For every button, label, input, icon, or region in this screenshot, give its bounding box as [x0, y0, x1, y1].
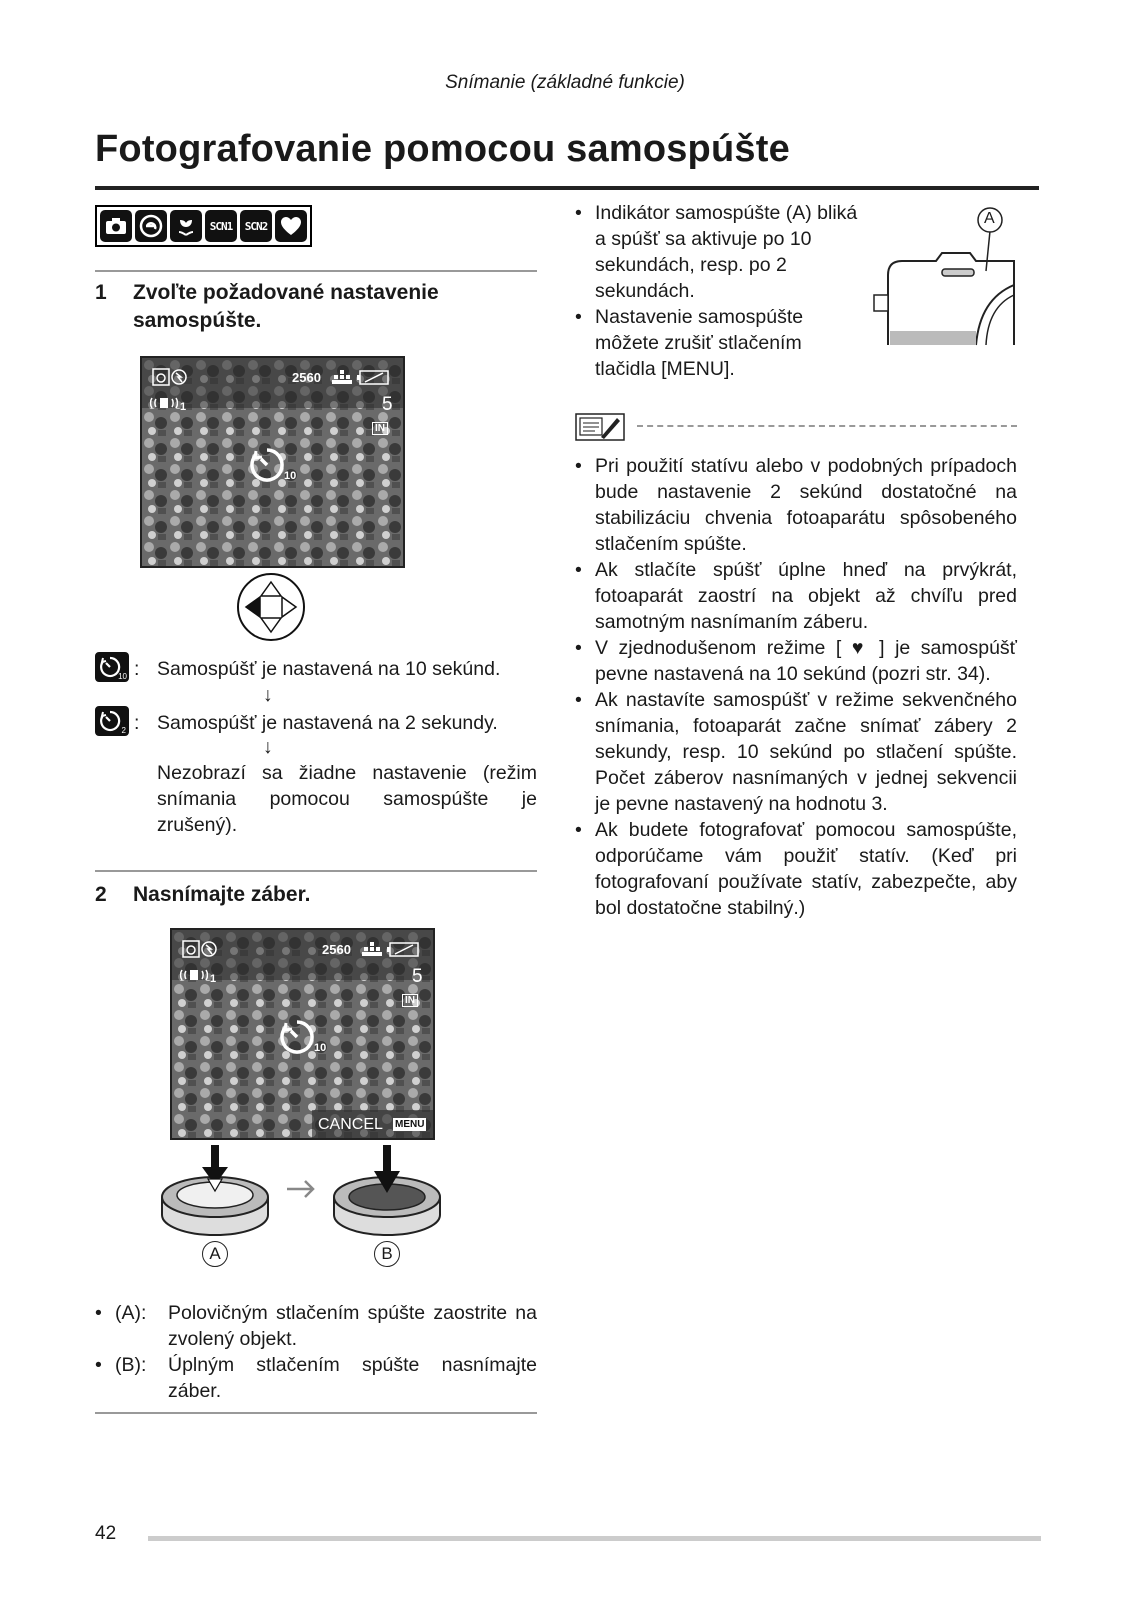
section-divider	[95, 270, 537, 272]
running-header: Snímanie (základné funkcie)	[445, 72, 685, 93]
option-2s-text: Samospúšť je nastavená na 2 sekundy.	[157, 712, 498, 734]
shutter-half-press-illustration	[158, 1145, 273, 1245]
notes-dashed-line	[637, 425, 1017, 427]
cancel-label: CANCEL	[318, 1116, 383, 1133]
option-colon: :	[134, 658, 140, 680]
quality-icon	[362, 942, 382, 961]
page-title: Fotografovanie pomocou samospúšte	[95, 128, 790, 170]
list-item: • V zjednodušenom režime [ ♥ ] je samospúšť pevne nastavená na 10 sekúnd (pozri str. 34).	[573, 635, 1017, 687]
list-item: • Ak nastavíte samospúšť v režime sekvenčného snímania, fotoaparát začne snímať zábery 2 sekundy, resp. 10 sekúnd po stlačení spúšte. Počet záberov nasnímaných v jednej sekvencii je pevne nastavený na hodnotu 3.	[573, 687, 1017, 817]
self-timer-screen-icon	[249, 447, 285, 488]
scene1-mode-icon: SCN1	[205, 210, 237, 242]
section-divider	[95, 870, 537, 872]
label-a-text: A	[209, 1244, 221, 1263]
list-item: • Ak stlačíte spúšť úplne hneď na prvýkrát, fotoaparát zaostrí na objekt až chvíľu pred samotným nasnímaním záberu.	[573, 557, 1017, 635]
quality-icon	[332, 370, 352, 389]
resolution-readout: 2560	[322, 942, 351, 957]
internal-memory-icon: IN	[402, 994, 418, 1007]
list-item: • Indikátor samospúšte (A) bliká a spúšť sa aktivuje po 10 sekundách, resp. po 2 sekundách.	[573, 200, 858, 304]
step-text-line1: Zvoľte požadované nastavenie	[133, 281, 439, 304]
stabilizer-icon	[150, 396, 178, 415]
step2-bullet-b	[95, 1352, 537, 1404]
shutter-full-press-illustration	[330, 1145, 445, 1245]
step-number: 1	[95, 281, 107, 304]
scene2-mode-icon: SCN2	[240, 210, 272, 242]
camera-mode-indicator-icon	[152, 368, 188, 386]
list-item: • Nastavenie samospúšte môžete zrušiť stlačením tlačidla [MENU].	[573, 304, 858, 382]
menu-button-icon: MENU	[395, 1119, 425, 1130]
section-divider	[95, 1412, 537, 1414]
list-item: • Ak budete fotografovať pomocou samospúšte, odporúčame vám použiť statív. (Keď pri fotografovaní používate statív, zabezpečte, aby bol dostatočne stabilný.)	[573, 817, 1017, 921]
page-number: 42	[95, 1523, 117, 1544]
remaining-shots: 5	[382, 394, 393, 415]
bullet-dot: •	[95, 1302, 102, 1324]
label-b-text: B	[381, 1244, 393, 1263]
stabilizer-mode-label: 1	[180, 401, 187, 413]
battery-icon	[387, 942, 419, 962]
timer-2s-label: 2	[121, 726, 126, 735]
bullet-text: Úplným stlačením spúšte nasnímajte záber.	[168, 1354, 537, 1402]
battery-icon	[357, 370, 389, 390]
notes-block	[573, 453, 1017, 921]
camera-label-a: A	[984, 210, 995, 227]
economy-mode-icon	[135, 210, 167, 242]
self-timer-seconds: 10	[284, 470, 297, 482]
arrow-right-icon	[285, 1178, 317, 1205]
notes-list	[573, 453, 1017, 921]
step-text: Nasnímajte záber.	[133, 883, 311, 906]
timer-indicator-notes	[573, 200, 858, 382]
lcd-screen-step2	[170, 928, 435, 1140]
internal-memory-icon: IN	[372, 422, 388, 435]
option-off-text: Nezobrazí sa žiadne nastavenie (režim snímania pomocou samospúšte je zrušený).	[157, 762, 537, 836]
footer-rule	[148, 1536, 1041, 1541]
bullet-label: (B):	[115, 1354, 147, 1376]
timer-2s-icon	[95, 706, 129, 736]
resolution-readout: 2560	[292, 370, 321, 385]
self-timer-screen-icon	[279, 1019, 315, 1060]
title-divider	[95, 186, 1039, 190]
timer-indicator-list	[573, 200, 858, 382]
stabilizer-icon	[180, 968, 208, 987]
timer-10s-icon	[95, 652, 129, 682]
bullet-text: Polovičným stlačením spúšte zaostrite na zvolený objekt.	[168, 1302, 537, 1350]
cursor-key-icon	[236, 572, 306, 647]
notes-icon	[575, 413, 625, 446]
step-text-line2: samospúšte.	[133, 309, 262, 332]
lcd-screen-step1	[140, 356, 405, 568]
label-a-circle	[202, 1241, 228, 1267]
mode-icons-bar	[95, 205, 312, 247]
camera-mode-indicator-icon	[182, 940, 218, 958]
self-timer-seconds: 10	[314, 1042, 327, 1054]
simple-mode-icon	[275, 210, 307, 242]
step2-bullet-a	[95, 1300, 537, 1352]
remaining-shots: 5	[412, 966, 423, 987]
camera-top-illustration	[868, 203, 1018, 353]
bullet-label: (A):	[115, 1302, 147, 1324]
step2-heading	[95, 881, 537, 911]
down-arrow-2: ↓	[263, 736, 273, 758]
label-b-circle	[374, 1241, 400, 1267]
option-10s-text: Samospúšť je nastavená na 10 sekúnd.	[157, 658, 501, 680]
timer-10s-label: 10	[118, 672, 127, 681]
camera-mode-icon	[100, 210, 132, 242]
down-arrow-1: ↓	[263, 684, 273, 706]
option-colon: :	[134, 712, 140, 734]
macro-mode-icon	[170, 210, 202, 242]
list-item: • Pri použití statívu alebo v podobných prípadoch bude nastavenie 2 sekúnd dostatočné na stabilizáciu chvenia fotoaparátu spôsobeného stlačením spúšte.	[573, 453, 1017, 557]
stabilizer-mode-label: 1	[210, 973, 217, 985]
step-text	[133, 279, 439, 335]
bullet-dot: •	[95, 1354, 102, 1376]
step1-heading	[95, 279, 537, 337]
step-number: 2	[95, 883, 107, 906]
